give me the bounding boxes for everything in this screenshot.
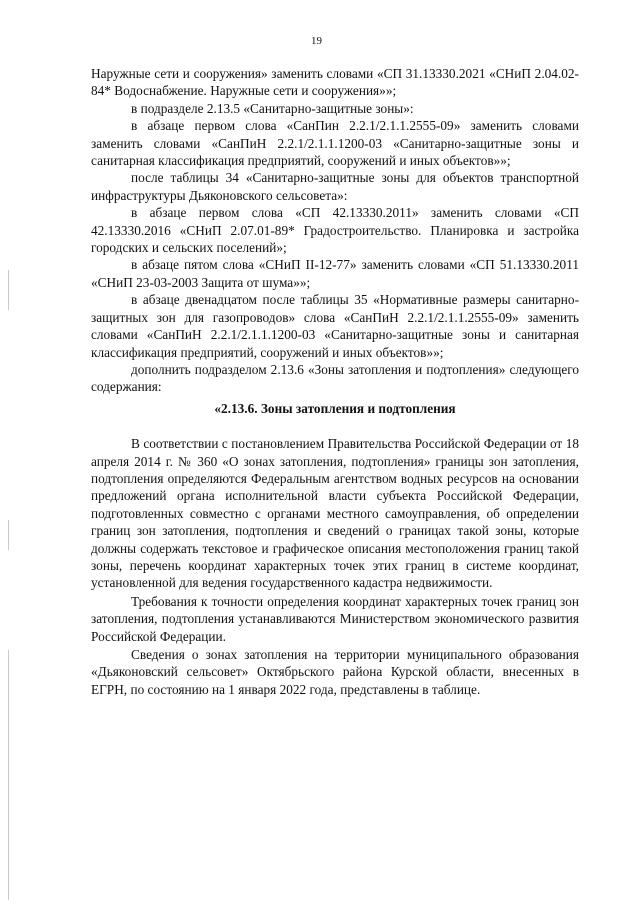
scan-margin-mark bbox=[8, 270, 9, 310]
page-number: 19 bbox=[311, 35, 322, 47]
paragraph: дополнить подразделом 2.13.6 «Зоны затопления и подтопления» следующего содержания: bbox=[91, 361, 579, 395]
paragraph: в абзаце двенадцатом после таблицы 35 «Нормативные размеры санитарно-защитных зон для газопроводов» слова «СанПиН 2.2.1/2.1.1.2555-09» заменить словами «СанПиН 2.2.1/2.1.1.1200-03 «Санитарно-защитные зоны и санитарная классификация предприятий, сооружений и иных объектов»»; bbox=[91, 292, 579, 360]
scan-margin-mark bbox=[8, 650, 9, 900]
paragraph: после таблицы 34 «Санитарно-защитные зоны для объектов транспортной инфраструктуры Дьяконовского сельсовета»: bbox=[91, 170, 579, 203]
document-body bbox=[91, 65, 579, 698]
paragraph: Наружные сети и сооружения» заменить словами «СП 31.13330.2021 «СНиП 2.04.02-84* Водоснабжение. Наружные сети и сооружения»»; bbox=[91, 66, 579, 99]
paragraph: в абзаце первом слова «СП 42.13330.2011» заменить словами «СП 42.13330.2016 «СНиП 2.07.01-89* Градостроительство. Планировка и застройка городских и сельских поселений»; bbox=[91, 205, 579, 256]
section-paragraph: В соответствии с постановлением Правительства Российской Федерации от 18 апреля 2014 г. № 360 «О зонах затопления, подтопления» границы зон затопления, подтопления определяются Федеральным агентством водных ресурсов на основании предложений органа исполнительной власти субъекта Российской Федерации, подготовленных совместно с органами местного самоуправления, об определении границ зон затопления, подтопления и сведений о границах такой зоны, которые должны содержать текстовое и графическое описания местоположения границ такой зоны, перечень координат характерных точек этих границ в системе координат, установленной для ведения государственного кадастра недвижимости. bbox=[91, 436, 579, 591]
section-paragraph: Требования к точности определения координат характерных точек границ зон затопления, подтопления устанавливаются Министерством экономического развития Российской Федерации. bbox=[91, 593, 579, 644]
paragraph: в подразделе 2.13.5 «Санитарно-защитные зоны»: bbox=[131, 100, 414, 116]
paragraph: в абзаце первом слова «СанПин 2.2.1/2.1.1.2555-09» заменить словами заменить словами «СанПиН 2.2.1/2.1.1.1200-03 «Санитарно-защитные зоны и санитарная классификация предприятий, сооружений и иных объектов»»; bbox=[91, 118, 579, 169]
scan-margin-mark bbox=[8, 520, 9, 550]
paragraph: в абзаце пятом слова «СНиП II-12-77» заменить словами «СП 51.13330.2011 «СНиП 23-03-2003 Защита от шума»»; bbox=[91, 257, 579, 290]
section-paragraph: Сведения о зонах затопления на территории муниципального образования «Дьяконовский сельсовет» Октябрьского района Курской области, внесенных в ЕГРН, по состоянию на 1 января 2022 года, представлены в таблице. bbox=[91, 647, 579, 697]
section-title: «2.13.6. Зоны затопления и подтопления bbox=[214, 400, 456, 416]
